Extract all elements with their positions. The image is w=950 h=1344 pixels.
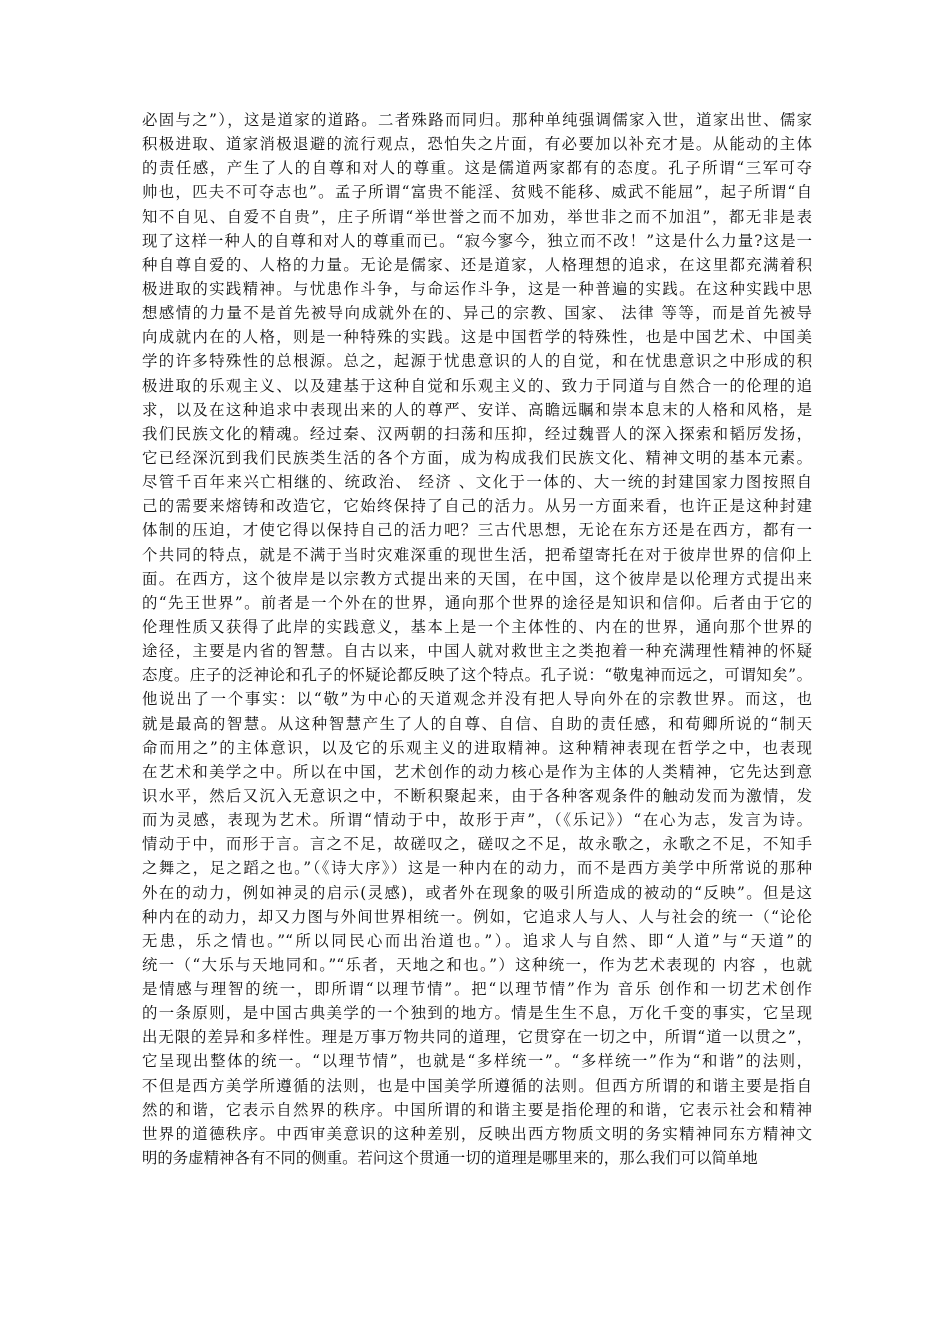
text-line: 种内在的动力，却又力图与外间世界相统一。例如，它追求人与人、人与社会的统一（“论伦 <box>142 907 812 926</box>
text-line: 知不自见、自爱不自贵”，庄子所谓“举世誉之而不加劝，举世非之而不加沮”，都无非是表 <box>142 207 812 226</box>
text-line: 之舞之，足之蹈之也。”（《诗大序》）这是一种内在的动力，而不是西方美学中所常说的那种 <box>142 859 812 878</box>
text-line: 的责任感，产生了人的自尊和对人的尊重。这是儒道两家都有的态度。孔子所谓“三军可夺 <box>142 159 812 178</box>
text-line: 体制的压迫，才使它得以保持自己的活力吧？三古代思想，无论在东方还是在西方，都有一 <box>142 521 812 540</box>
text-line: 是情感与理智的统一，即所谓“以理节情”。把“以理节情”作为 音乐 创作和一切艺术创作 <box>142 980 812 999</box>
text-line: 现了这样一种人的自尊和对人的尊重而已。“寂今寥今，独立而不改！”这是什么力量?这是一 <box>142 231 812 250</box>
text-line: 我们民族文化的精魂。经过秦、汉两朝的扫荡和压抑，经过魏晋人的深入探索和韬厉发扬， <box>142 424 812 443</box>
text-line: 种自尊自爱的、人格的力量。无论是儒家、还是道家，人格理想的追求，在这里都充满着积 <box>142 255 812 274</box>
body-text <box>142 108 812 1170</box>
text-line: 尽管千百年来兴亡相继的、统政治、 经济 、文化于一体的、大一统的封建国家力图按照自 <box>142 473 812 492</box>
text-line: 统一（“大乐与天地同和。”“乐者，天地之和也。”）这种统一，作为艺术表现的 内容 ，也就 <box>142 955 812 974</box>
text-line: 学的许多特殊性的总根源。总之，起源于忧患意识的人的自觉，和在忧患意识之中形成的积 <box>142 352 812 371</box>
text-line: 不但是西方美学所遵循的法则，也是中国美学所遵循的法则。但西方所谓的和谐主要是指自 <box>142 1076 812 1095</box>
text-line: 想感情的力量不是首先被导向成就外在的、异己的宗教、国家、 法律 等等，而是首先被导 <box>142 304 812 323</box>
text-line: 态度。庄子的泛神论和孔子的怀疑论都反映了这个特点。孔子说：“敬鬼神而远之，可谓知矣”。 <box>142 666 812 685</box>
text-line: 命而用之”的主体意识，以及它的乐观主义的进取精神。这种精神表现在哲学之中，也表现 <box>142 738 812 757</box>
text-line: 的“先王世界”。前者是一个外在的世界，通向那个世界的途径是知识和信仰。后者由于它的 <box>142 593 812 612</box>
text-line: 极进取的实践精神。与忧患作斗争，与命运作斗争，这是一种普遍的实践。在这种实践中思 <box>142 279 812 298</box>
text-line: 它已经深沉到我们民族类生活的各个方面，成为构成我们民族文化、精神文明的基本元素。 <box>142 448 812 467</box>
text-line: 识水平，然后又沉入无意识之中，不断积聚起来，由于各种客观条件的触动发而为激情，发 <box>142 786 812 805</box>
text-line: 极进取的乐观主义、以及建基于这种自觉和乐观主义的、致力于同道与自然合一的伦理的追 <box>142 376 812 395</box>
text-line: 求，以及在这种追求中表现出来的人的尊严、安详、高瞻远瞩和崇本息末的人格和风格，是 <box>142 400 812 419</box>
text-line: 必固与之”），这是道家的道路。二者殊路而同归。那种单纯强调儒家入世，道家出世、儒家 <box>142 111 812 129</box>
text-line: 然的和谐，它表示自然界的秩序。中国所谓的和谐主要是指伦理的和谐，它表示社会和精神 <box>142 1100 812 1119</box>
text-line: 他说出了一个事实：以“敬”为中心的天道观念并没有把人导向外在的宗教世界。而这，也 <box>142 690 812 709</box>
text-line: 情动于中，而形于言。言之不足，故磋叹之，磋叹之不足，故永歌之，永歌之不足，不知手 <box>142 835 812 854</box>
text-line: 世界的道德秩序。中西审美意识的这种差别，反映出西方物质文明的务实精神同东方精神文 <box>142 1124 812 1143</box>
text-line: 在艺术和美学之中。所以在中国，艺术创作的动力核心是作为主体的人类精神，它先达到意 <box>142 762 812 781</box>
text-line: 它呈现出整体的统一。“以理节情”，也就是“多样统一”。“多样统一”作为“和谐”的法则， <box>142 1052 812 1071</box>
text-line: 出无限的差异和多样性。理是万事万物共同的道理，它贯穿在一切之中，所谓“道一以贯之”， <box>142 1028 812 1047</box>
text-line: 伦理性质又获得了此岸的实践意义，基本上是一个主体性的、内在的世界，通向那个世界的 <box>142 617 812 636</box>
text-line: 积极进取、道家消极退避的流行观点，恐怕失之片面，有必要加以补充才是。从能动的主体 <box>142 135 812 154</box>
text-line: 明的务虚精神各有不同的侧重。若问这个贯通一切的道理是哪里来的，那么我们可以简单地 <box>142 1149 758 1168</box>
text-line: 外在的动力，例如神灵的启示(灵感)，或者外在现象的吸引所造成的被动的“反映”。但是这 <box>142 883 812 902</box>
text-line: 的一条原则，是中国古典美学的一个独到的地方。情是生生不息，万化千变的事实，它呈现 <box>142 1004 812 1023</box>
text-line: 而为灵感，表现为艺术。所谓“情动于中，故形于声”，（《乐记》）“在心为志，发言为诗。 <box>142 811 812 830</box>
text-line: 个共同的特点，就是不满于当时灾难深重的现世生活，把希望寄托在对于彼岸世界的信仰上 <box>142 545 812 564</box>
text-line: 向成就内在的人格，则是一种特殊的实践。这是中国哲学的特殊性，也是中国艺术、中国美 <box>142 328 812 347</box>
text-line: 己的需要来熔铸和改造它，它始终保持了自己的活力。从另一方面来看，也许正是这种封建 <box>142 497 812 516</box>
text-line: 帅也，匹夫不可夺志也”。孟子所谓“富贵不能淫、贫贱不能移、威武不能屈”，起子所谓“自 <box>142 183 812 202</box>
text-line: 面。在西方，这个彼岸是以宗教方式提出来的天国，在中国，这个彼岸是以伦理方式提出来 <box>142 569 812 588</box>
text-line: 无患，乐之情也。”“所以同民心而出治道也。”）。追求人与自然、即“人道”与“天道”的 <box>142 931 812 950</box>
text-line: 就是最高的智慧。从这种智慧产生了人的自尊、自信、自助的责任感，和荀卿所说的“制天 <box>142 714 812 733</box>
text-line: 途径，主要是内省的智慧。自古以来，中国人就对救世主之类抱着一种充满理性精神的怀疑 <box>142 642 812 661</box>
